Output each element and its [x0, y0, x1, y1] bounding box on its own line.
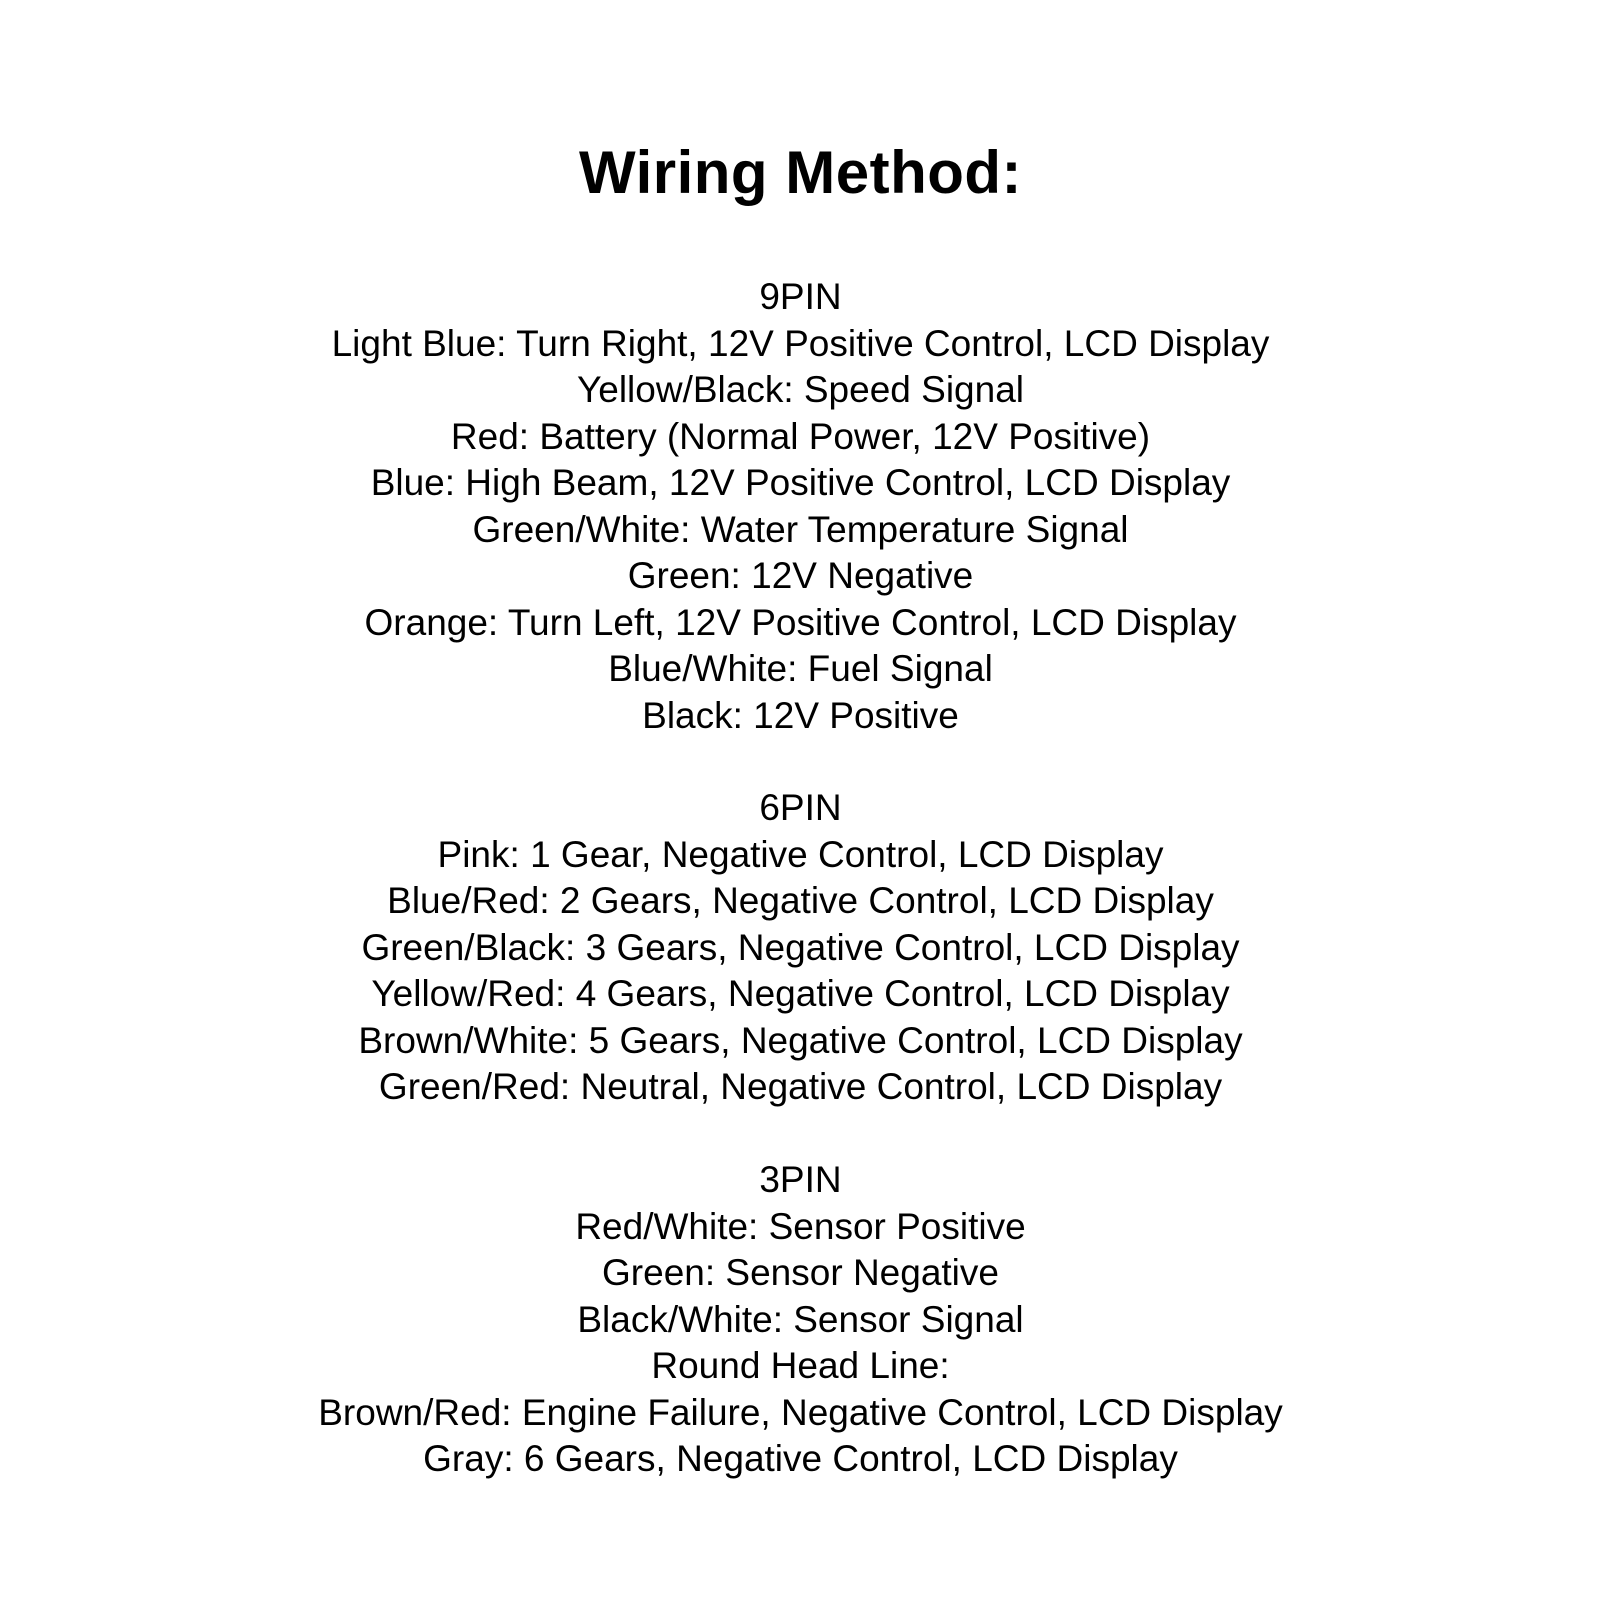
- wire-black: Black: 12V Positive: [642, 694, 959, 736]
- section-6pin: [0, 785, 1601, 1111]
- wire-pink: Pink: 1 Gear, Negative Control, LCD Display: [437, 833, 1164, 875]
- wire-brown-red: Brown/Red: Engine Failure, Negative Control, LCD Display: [318, 1391, 1283, 1433]
- wire-blue: Blue: High Beam, 12V Positive Control, LCD Display: [370, 462, 1231, 503]
- round-head-line-label: Round Head Line:: [651, 1345, 950, 1386]
- section-heading-6pin: 6PIN: [759, 787, 842, 828]
- wire-light-blue: Light Blue: Turn Right, 12V Positive Control, LCD Display: [331, 322, 1270, 364]
- wire-orange: Orange: Turn Left, 12V Positive Control, LCD Display: [364, 601, 1237, 643]
- section-9pin: [0, 274, 1601, 739]
- wire-blue-red: Blue/Red: 2 Gears, Negative Control, LCD Display: [387, 880, 1214, 921]
- wire-green-white: Green/White: Water Temperature Signal: [472, 508, 1129, 550]
- wire-red-white: Red/White: Sensor Positive: [575, 1205, 1026, 1247]
- wire-red: Red: Battery (Normal Power, 12V Positive): [450, 415, 1151, 457]
- section-heading-9pin: 9PIN: [759, 276, 842, 317]
- wire-gray: Gray: 6 Gears, Negative Control, LCD Display: [423, 1438, 1178, 1479]
- wire-green-sensor: Green: Sensor Negative: [602, 1252, 999, 1293]
- section-3pin: [0, 1157, 1601, 1483]
- section-heading-3pin: 3PIN: [759, 1159, 842, 1200]
- wire-brown-white: Brown/White: 5 Gears, Negative Control, LCD Display: [358, 1019, 1243, 1061]
- wire-green: Green: 12V Negative: [627, 555, 974, 596]
- wire-green-red: Green/Red: Neutral, Negative Control, LCD Display: [378, 1066, 1223, 1107]
- wire-yellow-black: Yellow/Black: Speed Signal: [576, 369, 1025, 410]
- wire-green-black: Green/Black: 3 Gears, Negative Control, LCD Display: [361, 926, 1240, 968]
- wire-black-white: Black/White: Sensor Signal: [577, 1298, 1024, 1340]
- page-title: Wiring Method:: [578, 139, 1023, 206]
- wire-blue-white: Blue/White: Fuel Signal: [608, 648, 993, 689]
- wire-yellow-red: Yellow/Red: 4 Gears, Negative Control, LCD Display: [371, 973, 1230, 1014]
